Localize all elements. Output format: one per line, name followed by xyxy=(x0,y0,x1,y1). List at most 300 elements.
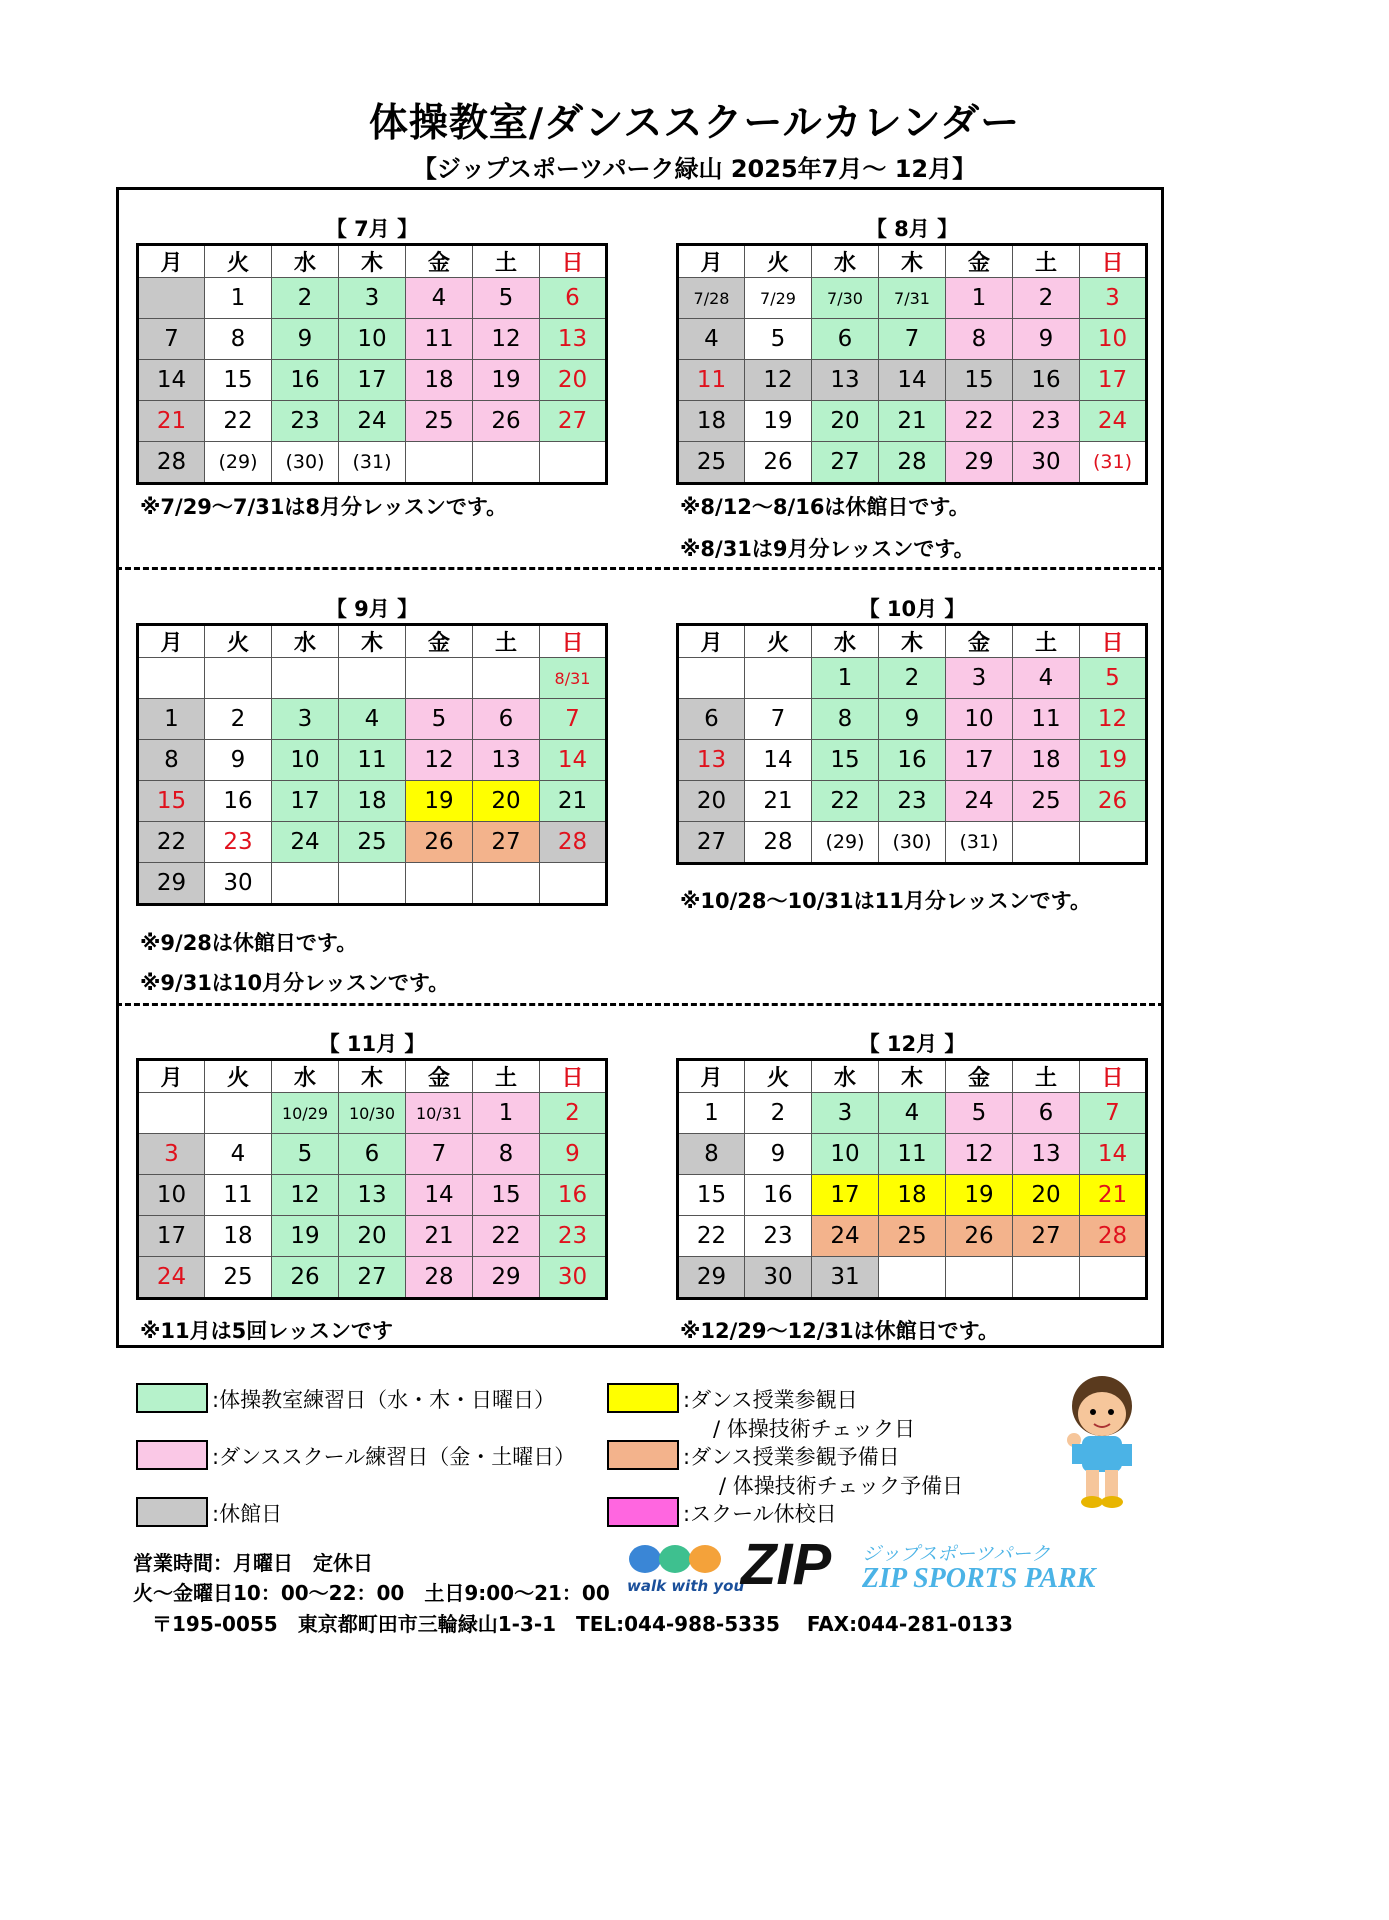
weekday-header-row xyxy=(678,625,1147,658)
month-november xyxy=(136,1030,608,1300)
day-cell: (31) xyxy=(1080,442,1147,484)
day-cell xyxy=(339,658,406,699)
note-december: ※12/29～12/31は休館日です。 xyxy=(680,1319,999,1343)
day-cell: 6 xyxy=(540,278,607,319)
weekday-header: 水 xyxy=(272,625,339,658)
note-august-2: ※8/31は9月分レッスンです。 xyxy=(680,537,975,561)
day-cell xyxy=(138,1093,205,1134)
week-row xyxy=(138,822,607,863)
hours-line-2: 火～金曜日10：00～22：00 土日9:00～21：00 xyxy=(133,1581,610,1605)
month-october xyxy=(676,595,1148,865)
day-cell: 28 xyxy=(138,442,205,484)
day-cell: 31 xyxy=(812,1257,879,1299)
legend-swatch-gym xyxy=(136,1383,208,1413)
day-cell: 4 xyxy=(879,1093,946,1134)
week-row xyxy=(678,822,1147,864)
day-cell: 15 xyxy=(812,740,879,781)
day-cell: 1 xyxy=(473,1093,540,1134)
page-subtitle: 【ジップスポーツパーク緑山 2025年7月～ 12月】 xyxy=(412,155,977,183)
day-cell: 2 xyxy=(205,699,272,740)
weekday-header: 火 xyxy=(205,625,272,658)
day-cell xyxy=(1013,822,1080,864)
day-cell: 1 xyxy=(678,1093,745,1134)
day-cell: 7 xyxy=(879,319,946,360)
weekday-header: 土 xyxy=(473,625,540,658)
day-cell: 8 xyxy=(205,319,272,360)
note-september-2: ※9/31は10月分レッスンです。 xyxy=(140,971,450,995)
day-cell: 21 xyxy=(540,781,607,822)
day-cell: 25 xyxy=(406,401,473,442)
week-row xyxy=(138,1257,607,1299)
week-row xyxy=(678,278,1147,319)
day-cell: (29) xyxy=(812,822,879,864)
week-row xyxy=(678,442,1147,484)
day-cell: 25 xyxy=(678,442,745,484)
day-cell: 12 xyxy=(1080,699,1147,740)
weekday-header: 木 xyxy=(879,1060,946,1093)
day-cell: 17 xyxy=(272,781,339,822)
weekday-header: 木 xyxy=(879,245,946,278)
day-cell: 25 xyxy=(205,1257,272,1299)
day-cell: 28 xyxy=(1080,1216,1147,1257)
day-cell: 30 xyxy=(745,1257,812,1299)
weekday-header: 月 xyxy=(138,245,205,278)
day-cell: 18 xyxy=(406,360,473,401)
day-cell xyxy=(406,863,473,905)
day-cell: 4 xyxy=(205,1134,272,1175)
day-cell: 18 xyxy=(678,401,745,442)
day-cell: 23 xyxy=(879,781,946,822)
day-cell: 30 xyxy=(1013,442,1080,484)
note-august-1: ※8/12～8/16は休館日です。 xyxy=(680,495,970,519)
week-row xyxy=(138,740,607,781)
week-row xyxy=(138,401,607,442)
day-cell: 11 xyxy=(1013,699,1080,740)
weekday-header: 木 xyxy=(879,625,946,658)
day-cell xyxy=(205,658,272,699)
day-cell: 16 xyxy=(1013,360,1080,401)
day-cell: 3 xyxy=(946,658,1013,699)
day-cell: 3 xyxy=(1080,278,1147,319)
day-cell: 6 xyxy=(812,319,879,360)
day-cell: 2 xyxy=(1013,278,1080,319)
legend-label: :ダンススクール練習日（金・土曜日） xyxy=(212,1445,576,1469)
week-row xyxy=(678,1134,1147,1175)
day-cell: 26 xyxy=(272,1257,339,1299)
day-cell: 24 xyxy=(812,1216,879,1257)
day-cell: 23 xyxy=(745,1216,812,1257)
day-cell: 7/28 xyxy=(678,278,745,319)
day-cell: 18 xyxy=(339,781,406,822)
day-cell: 19 xyxy=(473,360,540,401)
day-cell: 10/29 xyxy=(272,1093,339,1134)
day-cell: 16 xyxy=(205,781,272,822)
day-cell: 10/31 xyxy=(406,1093,473,1134)
day-cell xyxy=(339,863,406,905)
week-row xyxy=(678,360,1147,401)
day-cell: 26 xyxy=(946,1216,1013,1257)
calendar-table xyxy=(676,623,1148,865)
day-cell: 17 xyxy=(1080,360,1147,401)
day-cell: 21 xyxy=(879,401,946,442)
day-cell: 12 xyxy=(745,360,812,401)
week-row xyxy=(678,781,1147,822)
week-row xyxy=(678,1093,1147,1134)
day-cell: 13 xyxy=(540,319,607,360)
day-cell: 19 xyxy=(272,1216,339,1257)
day-cell: 14 xyxy=(1080,1134,1147,1175)
day-cell: 18 xyxy=(1013,740,1080,781)
day-cell: 12 xyxy=(272,1175,339,1216)
day-cell: 7 xyxy=(138,319,205,360)
weekday-header: 月 xyxy=(678,245,745,278)
month-august xyxy=(676,215,1148,485)
weekday-header: 木 xyxy=(339,625,406,658)
day-cell: 18 xyxy=(879,1175,946,1216)
day-cell: 10 xyxy=(946,699,1013,740)
day-cell: 8 xyxy=(473,1134,540,1175)
week-row xyxy=(678,699,1147,740)
day-cell: 29 xyxy=(138,863,205,905)
weekday-header: 土 xyxy=(1013,1060,1080,1093)
weekday-header: 土 xyxy=(1013,245,1080,278)
calendar-table xyxy=(676,243,1148,485)
day-cell: 22 xyxy=(205,401,272,442)
day-cell: 19 xyxy=(406,781,473,822)
day-cell: 12 xyxy=(473,319,540,360)
day-cell: 5 xyxy=(946,1093,1013,1134)
note-july: ※7/29～7/31は8月分レッスンです。 xyxy=(140,495,508,519)
weekday-header: 日 xyxy=(540,1060,607,1093)
day-cell: 8 xyxy=(812,699,879,740)
day-cell: 4 xyxy=(406,278,473,319)
weekday-header: 日 xyxy=(1080,625,1147,658)
day-cell: 28 xyxy=(879,442,946,484)
day-cell: 19 xyxy=(1080,740,1147,781)
day-cell: 18 xyxy=(205,1216,272,1257)
month-july xyxy=(136,215,608,485)
day-cell: 20 xyxy=(678,781,745,822)
weekday-header: 月 xyxy=(678,1060,745,1093)
day-cell xyxy=(473,863,540,905)
day-cell xyxy=(138,278,205,319)
weekday-header: 火 xyxy=(205,245,272,278)
weekday-header: 水 xyxy=(272,1060,339,1093)
day-cell: 1 xyxy=(205,278,272,319)
weekday-header: 月 xyxy=(138,625,205,658)
mascot-illustration xyxy=(1052,1370,1152,1510)
day-cell: 14 xyxy=(745,740,812,781)
week-row xyxy=(138,658,607,699)
legend-reserve-sub: / 体操技術チェック予備日 xyxy=(719,1474,964,1498)
weekday-header: 日 xyxy=(1080,245,1147,278)
day-cell: 14 xyxy=(879,360,946,401)
day-cell: 27 xyxy=(540,401,607,442)
weekday-header: 金 xyxy=(946,245,1013,278)
weekday-header: 月 xyxy=(678,625,745,658)
weekday-header: 火 xyxy=(745,625,812,658)
day-cell: 16 xyxy=(272,360,339,401)
day-cell: 4 xyxy=(678,319,745,360)
logo-english: ZIP SPORTS PARK xyxy=(862,1563,1096,1594)
day-cell xyxy=(138,658,205,699)
day-cell: (31) xyxy=(339,442,406,484)
day-cell: 9 xyxy=(879,699,946,740)
day-cell: 7 xyxy=(1080,1093,1147,1134)
month-december xyxy=(676,1030,1148,1300)
day-cell: 5 xyxy=(473,278,540,319)
day-cell: 23 xyxy=(272,401,339,442)
week-row xyxy=(678,658,1147,699)
day-cell: 14 xyxy=(138,360,205,401)
day-cell: 10/30 xyxy=(339,1093,406,1134)
day-cell: 2 xyxy=(879,658,946,699)
day-cell xyxy=(272,658,339,699)
month-title: 【 12月 】 xyxy=(858,1032,966,1056)
day-cell: 4 xyxy=(339,699,406,740)
day-cell xyxy=(473,442,540,484)
day-cell: 15 xyxy=(678,1175,745,1216)
day-cell: 27 xyxy=(473,822,540,863)
day-cell: (29) xyxy=(205,442,272,484)
legend-swatch-closed xyxy=(136,1497,208,1527)
day-cell: 17 xyxy=(812,1175,879,1216)
week-row xyxy=(138,1134,607,1175)
month-title: 【 7月 】 xyxy=(325,217,419,241)
day-cell: 23 xyxy=(540,1216,607,1257)
day-cell xyxy=(540,863,607,905)
day-cell: 28 xyxy=(406,1257,473,1299)
weekday-header: 土 xyxy=(473,245,540,278)
weekday-header: 日 xyxy=(540,245,607,278)
day-cell: 6 xyxy=(678,699,745,740)
month-september xyxy=(136,595,608,906)
day-cell: 26 xyxy=(473,401,540,442)
month-title: 【 9月 】 xyxy=(325,597,419,621)
day-cell: 26 xyxy=(745,442,812,484)
week-row xyxy=(678,401,1147,442)
day-cell: 8 xyxy=(138,740,205,781)
day-cell: 3 xyxy=(138,1134,205,1175)
day-cell xyxy=(406,658,473,699)
day-cell: 17 xyxy=(946,740,1013,781)
day-cell xyxy=(879,1257,946,1299)
legend-label: :体操教室練習日（水・木・日曜日） xyxy=(212,1388,556,1412)
logo-mark-icon xyxy=(625,1535,740,1577)
week-row xyxy=(138,1175,607,1216)
day-cell: 13 xyxy=(678,740,745,781)
day-cell: 3 xyxy=(339,278,406,319)
day-cell: 16 xyxy=(745,1175,812,1216)
day-cell xyxy=(540,442,607,484)
day-cell: 13 xyxy=(473,740,540,781)
month-title: 【 11月 】 xyxy=(318,1032,426,1056)
calendar-table xyxy=(136,623,608,906)
weekday-header: 金 xyxy=(946,1060,1013,1093)
weekday-header: 日 xyxy=(540,625,607,658)
day-cell: 19 xyxy=(745,401,812,442)
divider-2 xyxy=(116,1003,1164,1006)
day-cell: 26 xyxy=(406,822,473,863)
day-cell: 9 xyxy=(1013,319,1080,360)
day-cell xyxy=(678,658,745,699)
day-cell xyxy=(205,1093,272,1134)
weekday-header: 火 xyxy=(205,1060,272,1093)
day-cell: 27 xyxy=(339,1257,406,1299)
day-cell: 14 xyxy=(406,1175,473,1216)
weekday-header: 水 xyxy=(272,245,339,278)
week-row xyxy=(678,740,1147,781)
day-cell: 2 xyxy=(540,1093,607,1134)
day-cell: 7/29 xyxy=(745,278,812,319)
weekday-header-row xyxy=(138,245,607,278)
day-cell: (30) xyxy=(272,442,339,484)
day-cell: 8 xyxy=(678,1134,745,1175)
day-cell: 28 xyxy=(745,822,812,864)
day-cell: 7 xyxy=(540,699,607,740)
day-cell: 5 xyxy=(1080,658,1147,699)
day-cell: 30 xyxy=(540,1257,607,1299)
day-cell: 10 xyxy=(1080,319,1147,360)
week-row xyxy=(138,781,607,822)
day-cell: 11 xyxy=(339,740,406,781)
weekday-header: 水 xyxy=(812,625,879,658)
legend-label: :ダンス授業参観予備日 xyxy=(683,1445,900,1469)
weekday-header: 水 xyxy=(812,1060,879,1093)
weekday-header: 水 xyxy=(812,245,879,278)
day-cell: 29 xyxy=(678,1257,745,1299)
day-cell: 23 xyxy=(205,822,272,863)
day-cell: 1 xyxy=(812,658,879,699)
day-cell: 5 xyxy=(272,1134,339,1175)
day-cell: 3 xyxy=(812,1093,879,1134)
day-cell: 20 xyxy=(473,781,540,822)
day-cell xyxy=(406,442,473,484)
week-row xyxy=(138,1216,607,1257)
day-cell: 1 xyxy=(138,699,205,740)
weekday-header: 金 xyxy=(406,1060,473,1093)
legend-swatch-observation xyxy=(607,1383,679,1413)
day-cell: 2 xyxy=(272,278,339,319)
weekday-header: 火 xyxy=(745,245,812,278)
week-row xyxy=(138,360,607,401)
weekday-header: 金 xyxy=(406,625,473,658)
month-title: 【 8月 】 xyxy=(865,217,959,241)
day-cell: 22 xyxy=(812,781,879,822)
day-cell: 10 xyxy=(812,1134,879,1175)
day-cell: 24 xyxy=(1080,401,1147,442)
day-cell: 13 xyxy=(339,1175,406,1216)
day-cell: 5 xyxy=(745,319,812,360)
day-cell: 2 xyxy=(745,1093,812,1134)
day-cell: 6 xyxy=(339,1134,406,1175)
day-cell: 9 xyxy=(745,1134,812,1175)
weekday-header: 金 xyxy=(946,625,1013,658)
day-cell: 27 xyxy=(1013,1216,1080,1257)
note-september-1: ※9/28は休館日です。 xyxy=(140,931,358,955)
day-cell: 16 xyxy=(879,740,946,781)
hours-line-1: 営業時間：月曜日 定休日 xyxy=(133,1551,373,1575)
weekday-header: 日 xyxy=(1080,1060,1147,1093)
day-cell: 21 xyxy=(138,401,205,442)
day-cell: 26 xyxy=(1080,781,1147,822)
day-cell: 10 xyxy=(272,740,339,781)
day-cell: 22 xyxy=(678,1216,745,1257)
day-cell: 1 xyxy=(946,278,1013,319)
day-cell: 27 xyxy=(678,822,745,864)
weekday-header: 土 xyxy=(473,1060,540,1093)
legend-label: :スクール休校日 xyxy=(683,1502,837,1526)
day-cell: 29 xyxy=(946,442,1013,484)
zip-logo xyxy=(625,1532,1125,1605)
weekday-header-row xyxy=(678,245,1147,278)
day-cell: 28 xyxy=(540,822,607,863)
day-cell: 22 xyxy=(473,1216,540,1257)
logo-kana: ジップスポーツパーク xyxy=(862,1543,1051,1565)
day-cell: 10 xyxy=(138,1175,205,1216)
day-cell: (31) xyxy=(946,822,1013,864)
day-cell xyxy=(745,658,812,699)
day-cell xyxy=(272,863,339,905)
day-cell: 13 xyxy=(1013,1134,1080,1175)
month-title: 【 10月 】 xyxy=(858,597,966,621)
day-cell: 12 xyxy=(406,740,473,781)
day-cell: 19 xyxy=(946,1175,1013,1216)
day-cell: 29 xyxy=(473,1257,540,1299)
calendar-table xyxy=(136,1058,608,1300)
day-cell: 27 xyxy=(812,442,879,484)
legend-label: :休館日 xyxy=(212,1502,283,1526)
legend-observation-sub: / 体操技術チェック日 xyxy=(713,1417,916,1441)
day-cell: 25 xyxy=(339,822,406,863)
day-cell: 22 xyxy=(138,822,205,863)
day-cell: 20 xyxy=(339,1216,406,1257)
calendar-table xyxy=(676,1058,1148,1300)
week-row xyxy=(678,1257,1147,1299)
day-cell: 13 xyxy=(812,360,879,401)
day-cell xyxy=(473,658,540,699)
day-cell: 15 xyxy=(946,360,1013,401)
day-cell xyxy=(946,1257,1013,1299)
week-row xyxy=(138,442,607,484)
divider-1 xyxy=(116,567,1164,570)
weekday-header-row xyxy=(138,1060,607,1093)
day-cell: 24 xyxy=(339,401,406,442)
legend-swatch-school-closed xyxy=(607,1497,679,1527)
day-cell: 24 xyxy=(138,1257,205,1299)
week-row xyxy=(138,319,607,360)
day-cell: 22 xyxy=(946,401,1013,442)
day-cell xyxy=(1013,1257,1080,1299)
day-cell xyxy=(1080,1257,1147,1299)
day-cell: 8 xyxy=(946,319,1013,360)
day-cell: 8/31 xyxy=(540,658,607,699)
day-cell: 15 xyxy=(473,1175,540,1216)
logo-brand: ZIP xyxy=(741,1532,832,1597)
day-cell: 6 xyxy=(473,699,540,740)
day-cell: 17 xyxy=(138,1216,205,1257)
week-row xyxy=(138,863,607,905)
weekday-header: 金 xyxy=(406,245,473,278)
week-row xyxy=(138,278,607,319)
legend-swatch-reserve xyxy=(607,1440,679,1470)
legend-label: :ダンス授業参観日 xyxy=(683,1388,858,1412)
day-cell: (30) xyxy=(879,822,946,864)
address-line: 〒195-0055 東京都町田市三輪緑山1-3-1 TEL:044-988-5335 FAX:044-281-0133 xyxy=(152,1612,1013,1636)
day-cell: 17 xyxy=(339,360,406,401)
day-cell: 10 xyxy=(339,319,406,360)
day-cell: 4 xyxy=(1013,658,1080,699)
